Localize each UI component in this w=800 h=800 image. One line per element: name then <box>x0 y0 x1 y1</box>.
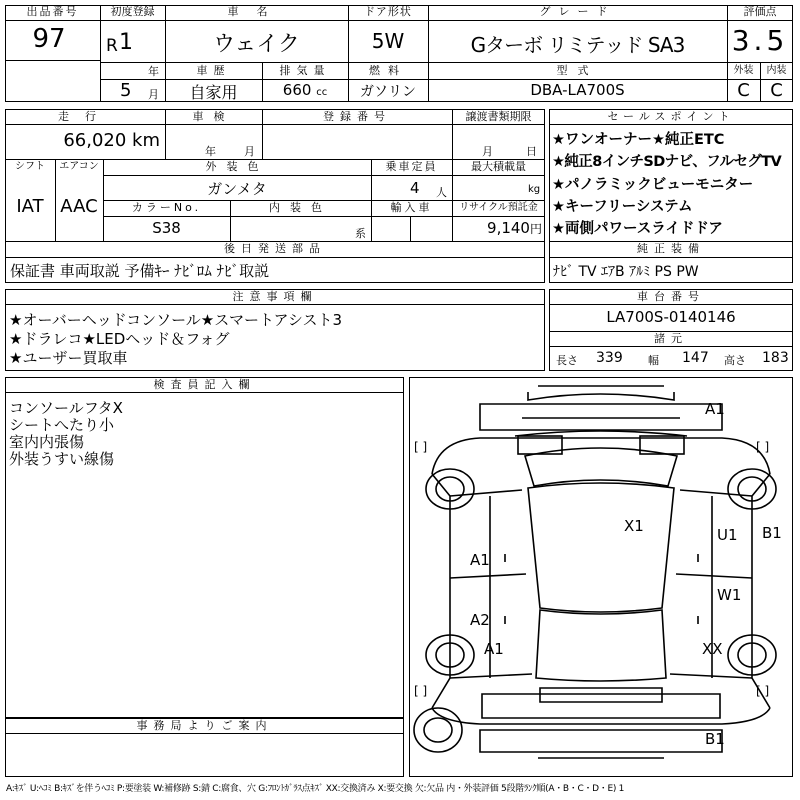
later-parts: 保証書 車両取説 予備ｷｰ ﾅﾋﾞﾛﾑ ﾅﾋﾞ取説 <box>10 262 270 280</box>
model-label: 型式 <box>556 64 599 77</box>
car-name-label: 車名 <box>227 5 286 18</box>
mileage: 66,020 km <box>63 130 160 151</box>
capacity-unit: 人 <box>436 186 447 199</box>
genuine-equipment: ﾅﾋﾞ TV ｴｱB ｱﾙﾐ PS PW <box>553 264 699 280</box>
damage-mark-right-rear-door: W1 <box>717 586 742 604</box>
era: R <box>106 36 118 56</box>
month-unit: 月 <box>148 88 159 101</box>
inspector-line: 室内内張傷 <box>9 433 85 451</box>
inspector-line: 外装うすい線傷 <box>9 450 115 468</box>
shift-label: シフト <box>15 161 45 172</box>
legend: A:ｷｽﾞ U:ﾍｺﾐ B:ｷｽﾞを伴うﾍｺﾐ P:要塗装 W:補修跡 S:錆 C:腐食、穴 G:ﾌﾛﾝﾄｶﾞﾗｽ点ｷｽﾞ XX:交換済み X:要交換 欠:欠品 内・外装評価 5段階ﾗﾝｸ順(A・B・C・D・E) 1 <box>6 784 625 794</box>
lot-number-label: 出品番号 <box>26 5 79 18</box>
first-registration-label: 初度登録 <box>110 5 155 18</box>
score: 3.5 <box>731 24 789 57</box>
registration-number-label: 登録番号 <box>323 110 391 123</box>
displacement <box>262 81 348 99</box>
sales-point: ★パノラミックビューモニター <box>552 177 754 193</box>
displacement-value: 660 <box>282 81 312 99</box>
fuel-label: 燃料 <box>369 64 407 77</box>
recycle-label: リサイクル預託金 <box>459 202 538 213</box>
damage-mark-right-front-door: U1 <box>717 526 738 544</box>
aircon: AAC <box>60 196 98 217</box>
width-label: 幅 <box>648 354 659 367</box>
capacity: 4 <box>410 179 420 197</box>
inspector-label: 検査員記入欄 <box>153 378 256 391</box>
sales-point: ★キーフリーシステム <box>552 199 693 215</box>
car-name: ウェイク <box>213 32 300 57</box>
interior-rating: C <box>770 80 783 101</box>
inspection-year-unit: 年 <box>205 145 216 158</box>
transfer-deadline-label: 譲渡書類期限 <box>465 110 532 123</box>
length-label: 長さ <box>556 354 578 367</box>
car-outline-diagram <box>410 378 792 776</box>
note-line: ★オーバーヘッドコンソール★スマートアシスト3 <box>9 311 342 329</box>
grade-label: グレード <box>539 5 616 18</box>
max-load-unit: kg <box>528 184 541 195</box>
history-label: 車歴 <box>196 64 231 77</box>
bracket-bottom-right: [ ] <box>756 684 770 698</box>
exterior-rating: C <box>737 80 750 101</box>
notes-label: 注意事項欄 <box>232 290 318 303</box>
score-label: 評価点 <box>743 5 777 18</box>
bracket-left: [ ] <box>414 440 428 454</box>
color-number-label: カラーNo. <box>131 201 202 214</box>
exterior-color-label: 外装色 <box>205 160 269 173</box>
inspection-label: 車検 <box>192 110 235 123</box>
length: 339 <box>596 350 623 366</box>
height-label: 高さ <box>724 354 746 367</box>
note-line: ★ユーザー買取車 <box>9 349 128 367</box>
later-parts-label: 後日発送部品 <box>224 242 326 255</box>
sales-point: ★純正8インチSDナビ、フルセグTV <box>552 154 782 170</box>
door-label: ドア形状 <box>364 5 412 18</box>
inspector-line: シートへたり小 <box>9 416 115 434</box>
interior-color-unit: 系 <box>355 227 366 240</box>
lot-number: 97 <box>32 24 66 54</box>
fuel: ガソリン <box>360 84 416 100</box>
transfer-day-unit: 日 <box>526 145 537 158</box>
recycle-fee-value: 9,140 <box>487 219 530 237</box>
max-load-label: 最大積載量 <box>471 160 526 173</box>
damage-mark-roof: X1 <box>624 517 644 535</box>
specs-label: 諸元 <box>654 332 688 345</box>
year-unit: 年 <box>148 65 159 78</box>
height: 183 <box>762 350 789 366</box>
capacity-label: 乗車定員 <box>385 160 438 173</box>
color-number: S38 <box>152 219 181 237</box>
damage-mark-rear-bumper: B1 <box>705 730 725 748</box>
damage-mark-left-quarter: A1 <box>484 640 504 658</box>
recycle-fee <box>452 219 542 237</box>
exterior-label: 外装 <box>733 65 754 76</box>
bracket-right: [ ] <box>756 440 770 454</box>
displacement-unit: cc <box>316 87 328 98</box>
import-label: 輸入車 <box>390 201 433 214</box>
reg-year: 1 <box>119 30 133 55</box>
reg-month: 5 <box>120 80 132 101</box>
exterior-color: ガンメタ <box>207 180 267 198</box>
displacement-label: 排気量 <box>279 64 331 77</box>
damage-mark-front-bumper: A1 <box>705 400 725 418</box>
interior-color-label: 内装色 <box>269 201 332 214</box>
inspector-line: コンソールフタX <box>9 399 123 417</box>
inspection-month-unit: 月 <box>244 145 255 158</box>
shift: IAT <box>16 196 44 217</box>
grade: Gターボ リミテッド SA3 <box>470 33 685 57</box>
sales-point: ★ワンオーナー★純正ETC <box>552 132 725 148</box>
chassis-number-label: 車台番号 <box>637 290 705 303</box>
chassis-number: LA700S-0140146 <box>606 308 736 326</box>
genuine-equipment-label: 純正装備 <box>637 242 705 255</box>
damage-mark-right-fender: B1 <box>762 524 782 542</box>
damage-diagram <box>409 377 793 777</box>
damage-mark-right-quarter: XX <box>702 640 723 658</box>
mileage-label: 走行 <box>58 110 112 123</box>
aircon-label: エアコン <box>59 161 99 172</box>
recycle-fee-unit: 円 <box>529 222 542 236</box>
door-type: 5W <box>371 29 405 53</box>
interior-label: 内装 <box>766 65 787 76</box>
damage-mark-left-rear-door: A2 <box>470 611 490 629</box>
transfer-month-unit: 月 <box>482 145 493 158</box>
sales-point: ★両側パワースライドドア <box>552 221 723 237</box>
model: DBA-LA700S <box>530 81 625 99</box>
width: 147 <box>682 350 709 366</box>
history: 自家用 <box>189 83 238 102</box>
damage-mark-left-front-door: A1 <box>470 551 490 569</box>
note-line: ★ドラレコ★LEDヘッド＆フォグ <box>9 330 230 348</box>
sales-points-label: セールスポイント <box>607 110 735 123</box>
office-label: 事務局よりご案内 <box>136 719 273 732</box>
bracket-bottom-left: [ ] <box>414 684 428 698</box>
